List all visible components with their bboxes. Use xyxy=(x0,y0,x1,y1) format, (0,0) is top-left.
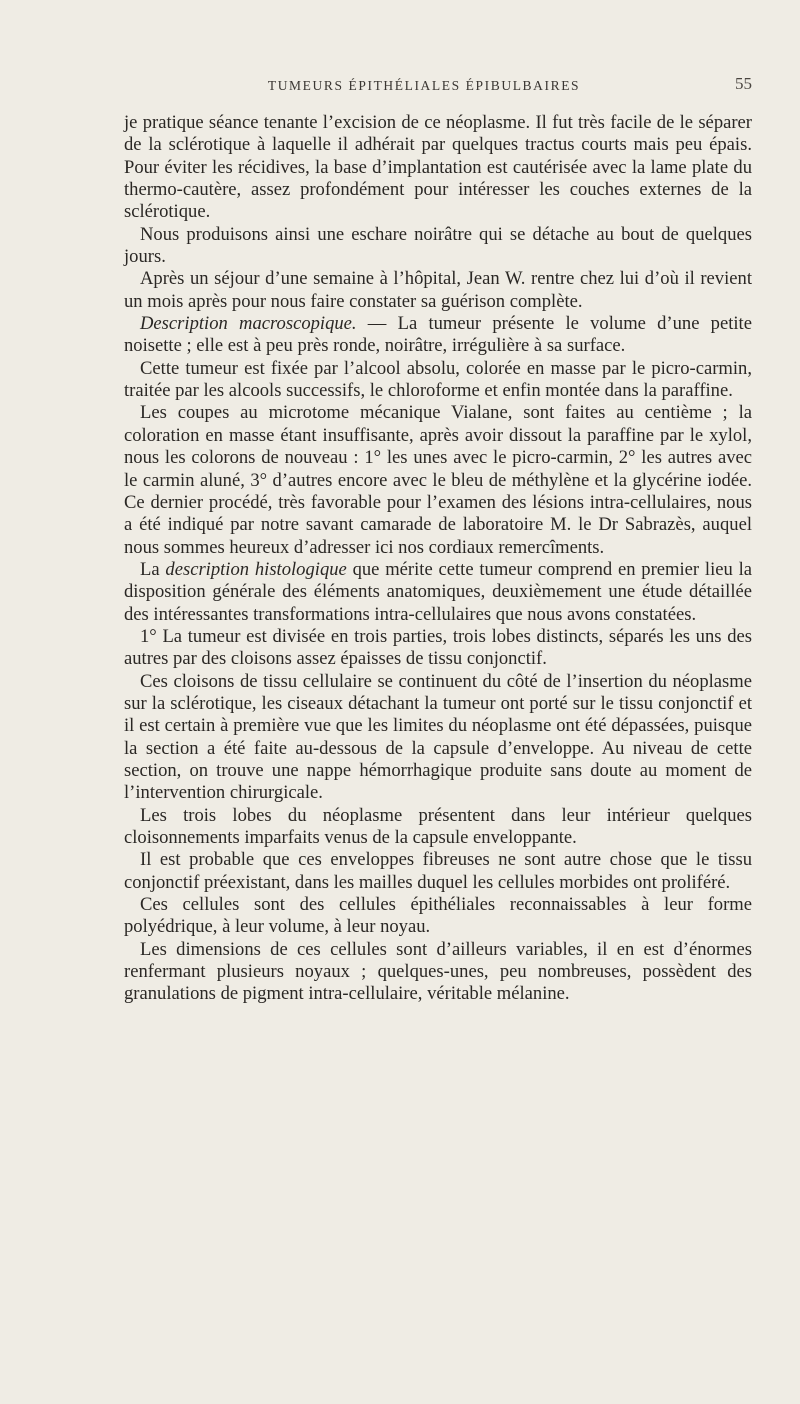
running-title: TUMEURS ÉPITHÉLIALES ÉPIBULBAIRES xyxy=(267,78,581,93)
paragraph xyxy=(124,224,752,269)
paragraph xyxy=(124,894,752,939)
paragraph-text: Il est probable que ces enveloppes fibreuses ne sont autre chose que le tissu conjonctif préexistant, dans les mailles duquel les cellules morbides ont proliféré. xyxy=(124,849,752,893)
paragraph-text: Après un séjour d’une semaine à l’hôpital, Jean W. rentre chez lui d’où il revient un mois après pour nous faire constater sa guérison complète. xyxy=(124,268,752,312)
paragraph xyxy=(124,313,752,358)
paragraph-text: Nous produisons ainsi une eschare noirâtre qui se détache au bout de quelques jours. xyxy=(124,223,752,268)
paragraph xyxy=(124,849,752,894)
paragraph-prefix: La xyxy=(140,558,166,580)
section-heading-italic: description histologique xyxy=(165,558,347,580)
paragraph-text: Les coupes au microtome mécanique Vialane, sont faites au centième ; la coloration en masse étant insuffisante, après avoir dissout la paraffine par le xylol, nous les colorons de nouveau : 1° les unes avec le picro-carmin, 2° les autres avec le carmin aluné, 3° d’autres encore avec le bleu de méthylène et la glycérine iodée. Ce dernier procédé, très favorable pour l’examen des lésions intra-cellulaires, nous a été indiqué par notre savant camarade de laboratoire M. le Dr Sabrazès, auquel nous sommes heureux d’adresser ici nos cordiaux remercîments. xyxy=(124,402,752,558)
paragraph-text: Les dimensions de ces cellules sont d’ailleurs variables, il en est d’énormes renfermant plusieurs noyaux ; quelques-unes, peu nombreuses, possèdent des granulations de pigment intra-cellulaire, véritable mélanine. xyxy=(124,938,752,1005)
paragraph-text: Ces cellules sont des cellules épithéliales reconnaissables à leur forme polyédrique, à leur volume, à leur noyau. xyxy=(124,894,752,938)
paragraph-text: je pratique séance tenante l’excision de ce néoplasme. Il fut très facile de le séparer de la sclérotique à laquelle il adhérait par quelques tractus courts mais peu épais. Pour éviter les récidives, la base d’implantation est cautérisée avec la lame plate du thermo-cautère, assez profondément pour intéresser les couches externes de la sclérotique. xyxy=(124,112,752,223)
paragraph xyxy=(124,805,752,850)
page-number: 55 xyxy=(735,74,752,93)
paragraph-text: Ces cloisons de tissu cellulaire se continuent du côté de l’insertion du néoplasme sur la sclérotique, les ciseaux détachant la tumeur ont porté sur le tissu conjonctif et il est certain à première vue que les limites du néoplasme ont été dépassées, puisque la section a été faite au-dessous de la capsule d’enveloppe. Au niveau de cette section, on trouve une nappe hémorrhagique produite sans doute au moment de l’intervention chirurgicale. xyxy=(124,670,752,804)
paragraph xyxy=(124,671,752,805)
paragraph-text: Cette tumeur est fixée par l’alcool absolu, colorée en masse par le picro-carmin, traitée par les alcools successifs, le chloroforme et enfin montée dans la paraffine. xyxy=(124,357,752,402)
paragraph xyxy=(124,939,752,1006)
paragraph xyxy=(124,268,752,313)
paragraph-text: — La tumeur présente le volume d’une petite noisette ; elle est à peu près ronde, noirâtre, irrégulière à sa surface. xyxy=(124,313,752,357)
paragraph-text: 1° La tumeur est divisée en trois parties, trois lobes distincts, séparés les uns des autres par des cloisons assez épaisses de tissu conjonctif. xyxy=(124,625,752,670)
paragraph-text: Les trois lobes du néoplasme présentent dans leur intérieur quelques cloisonnements imparfaits venus de la capsule enveloppante. xyxy=(124,804,752,848)
paragraph xyxy=(124,626,752,671)
paragraph-text: que mérite cette tumeur comprend en premier lieu la disposition générale des éléments anatomiques, deuxièmement une étude détaillée des intéressantes transformations intra-cellulaires que nous avons constatées. xyxy=(124,558,752,625)
section-heading-italic: Description macroscopique. xyxy=(140,313,357,335)
paragraph xyxy=(124,559,752,626)
running-head xyxy=(124,74,752,100)
paragraph xyxy=(124,402,752,558)
body-text xyxy=(124,112,752,1006)
paragraph xyxy=(124,112,752,224)
paragraph xyxy=(124,358,752,403)
